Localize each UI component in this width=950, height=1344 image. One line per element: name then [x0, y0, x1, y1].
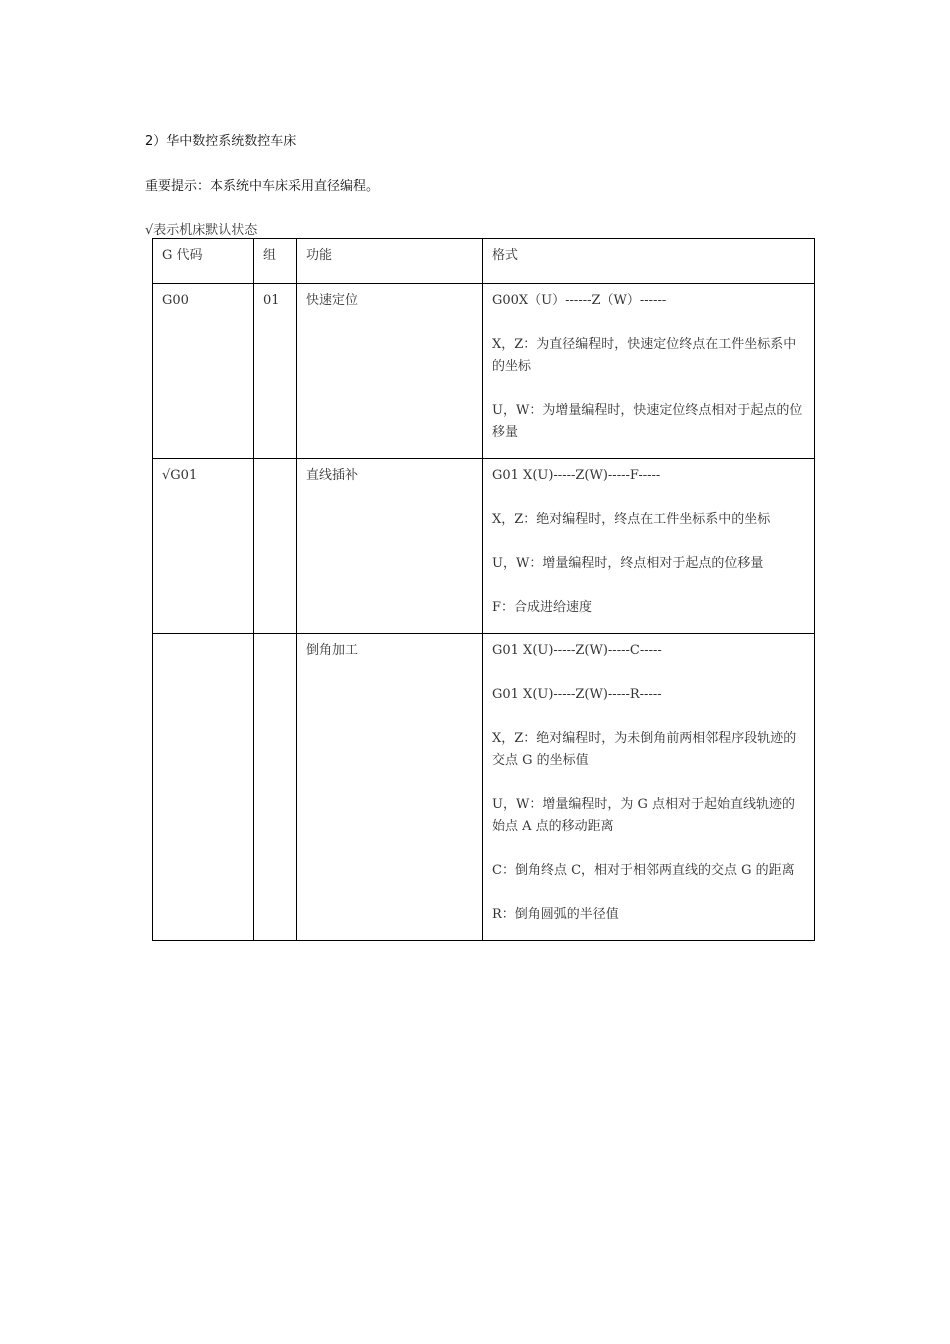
table-row-g01 [153, 459, 815, 634]
table-header-row [153, 239, 815, 284]
format-line: U，W：增量编程时，终点相对于起点的位移量 [492, 556, 764, 571]
important-note: 重要提示：本系统中车床采用直径编程。 [145, 179, 380, 194]
cell-gcode: √G01 [153, 459, 254, 634]
header-function: 功能 [297, 239, 483, 284]
header-group: 组 [254, 239, 297, 284]
format-line: G01 X(U)-----Z(W)-----R----- [492, 687, 662, 702]
format-line: G00X（U）------Z（W）------ [492, 293, 667, 308]
format-line: U，W：增量编程时，为 G 点相对于起始直线轨迹的始点 A 点的移动距离 [492, 797, 795, 834]
format-line: U，W：为增量编程时，快速定位终点相对于起点的位移量 [492, 403, 803, 440]
table-row-g00 [153, 284, 815, 459]
gcode-table [152, 238, 815, 941]
table-row-chamfer [153, 634, 815, 941]
cell-function: 快速定位 [297, 284, 483, 459]
format-line: R：倒角圆弧的半径值 [492, 907, 619, 922]
cell-format [483, 284, 815, 459]
cell-group [254, 634, 297, 941]
cell-format [483, 634, 815, 941]
format-line: C：倒角终点 C，相对于相邻两直线的交点 G 的距离 [492, 863, 795, 878]
header-format: 格式 [483, 239, 815, 284]
format-line: F：合成进给速度 [492, 600, 593, 615]
format-line: G01 X(U)-----Z(W)-----C----- [492, 643, 662, 658]
format-line: X，Z：绝对编程时，终点在工件坐标系中的坐标 [492, 512, 771, 527]
cell-gcode: G00 [153, 284, 254, 459]
header-gcode: G 代码 [153, 239, 254, 284]
cell-group [254, 459, 297, 634]
format-line: G01 X(U)-----Z(W)-----F----- [492, 468, 661, 483]
section-heading: 2）华中数控系统数控车床 [145, 134, 297, 149]
default-state-note: √表示机床默认状态 [145, 223, 258, 238]
cell-function: 直线插补 [297, 459, 483, 634]
cell-format [483, 459, 815, 634]
format-line: X，Z：绝对编程时，为未倒角前两相邻程序段轨迹的交点 G 的坐标值 [492, 731, 797, 768]
cell-gcode [153, 634, 254, 941]
cell-function: 倒角加工 [297, 634, 483, 941]
cell-group: 01 [254, 284, 297, 459]
format-line: X，Z：为直径编程时，快速定位终点在工件坐标系中的坐标 [492, 337, 797, 374]
